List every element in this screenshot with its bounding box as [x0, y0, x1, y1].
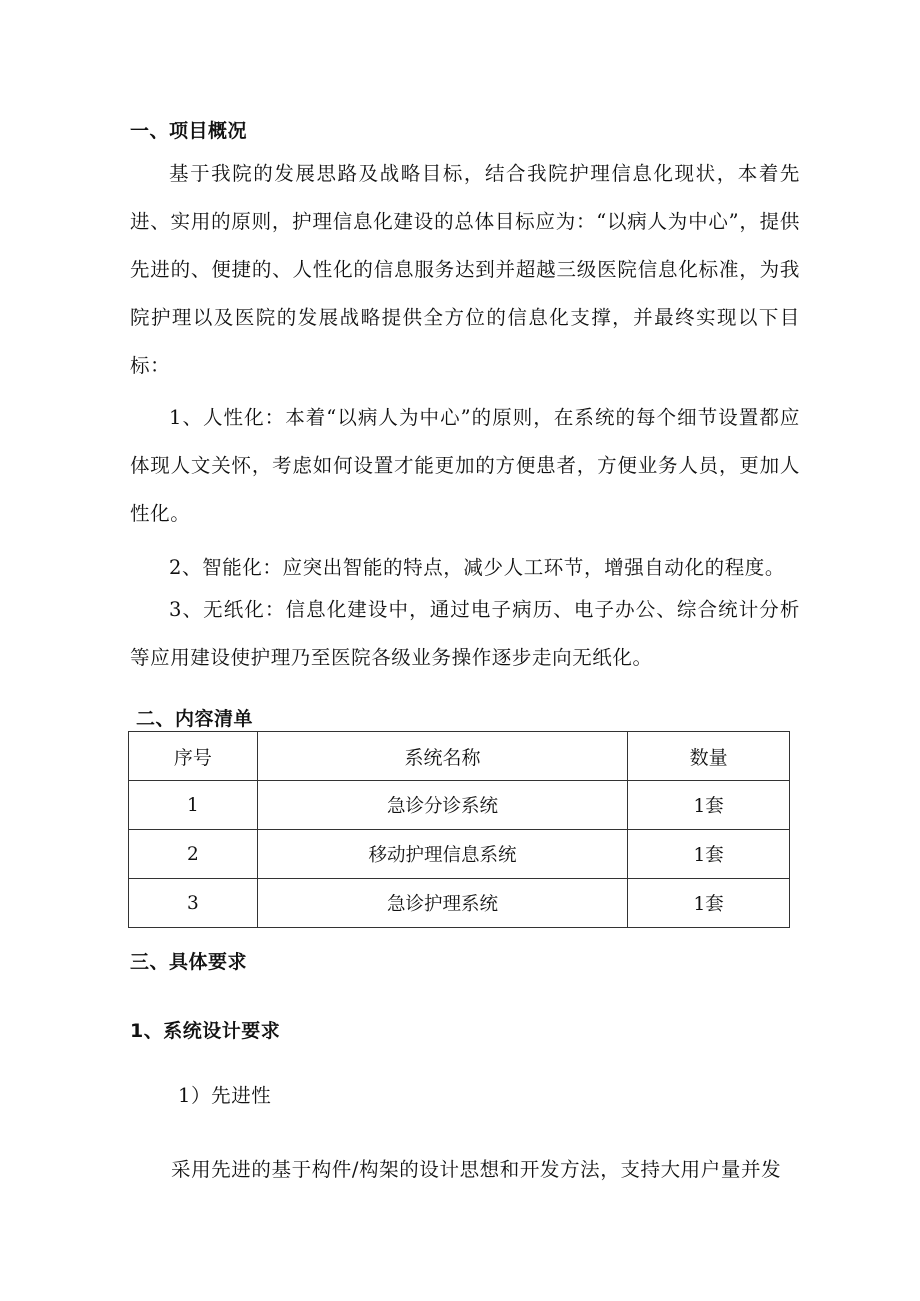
- cell-index: 1: [129, 781, 258, 830]
- advanced-description-paragraph: 采用先进的基于构件/构架的设计思想和开发方法，支持大用户量并发: [171, 1158, 782, 1181]
- goal-intelligent-paragraph: 2、智能化：应突出智能的特点，减少人工环节，增强自动化的程度。: [169, 556, 786, 579]
- table-header-row: [129, 732, 790, 781]
- cell-quantity: 1套: [628, 879, 790, 928]
- cell-quantity: 1套: [628, 830, 790, 879]
- column-header-system-name: 系统名称: [257, 732, 627, 781]
- goal-humanized-paragraph: 1、人性化：本着“以病人为中心”的原则，在系统的每个细节设置都应体现人文关怀，考虑如何设置才能更加的方便患者，方便业务人员，更加人性化。: [130, 406, 800, 525]
- cell-index: 2: [129, 830, 258, 879]
- subheading-system-design: 1、系统设计要求: [130, 1020, 281, 1042]
- table-row: [129, 830, 790, 879]
- column-header-index: 序号: [129, 732, 258, 781]
- item-advanced: 1）先进性: [178, 1084, 272, 1107]
- cell-system-name: 急诊护理系统: [257, 879, 627, 928]
- cell-quantity: 1套: [628, 781, 790, 830]
- section-heading-overview: 一、项目概况: [130, 120, 248, 142]
- table-row: [129, 781, 790, 830]
- section-heading-requirements: 三、具体要求: [130, 951, 248, 973]
- cell-system-name: 移动护理信息系统: [257, 830, 627, 879]
- goal-paperless-paragraph: 3、无纸化：信息化建设中，通过电子病历、电子办公、综合统计分析等应用建设使护理乃至医院各级业务操作逐步走向无纸化。: [130, 598, 800, 669]
- cell-system-name: 急诊分诊系统: [257, 781, 627, 830]
- overview-intro-paragraph: 基于我院的发展思路及战略目标，结合我院护理信息化现状，本着先进、实用的原则，护理信息化建设的总体目标应为：“以病人为中心”，提供先进的、便捷的、人性化的信息服务达到并超越三级医院信息化标准，为我院护理以及医院的发展战略提供全方位的信息化支撑，并最终实现以下目标：: [130, 162, 800, 377]
- table-row: [129, 879, 790, 928]
- section-heading-content-list: 二、内容清单: [136, 708, 254, 730]
- content-list-table: [128, 731, 790, 928]
- column-header-quantity: 数量: [628, 732, 790, 781]
- cell-index: 3: [129, 879, 258, 928]
